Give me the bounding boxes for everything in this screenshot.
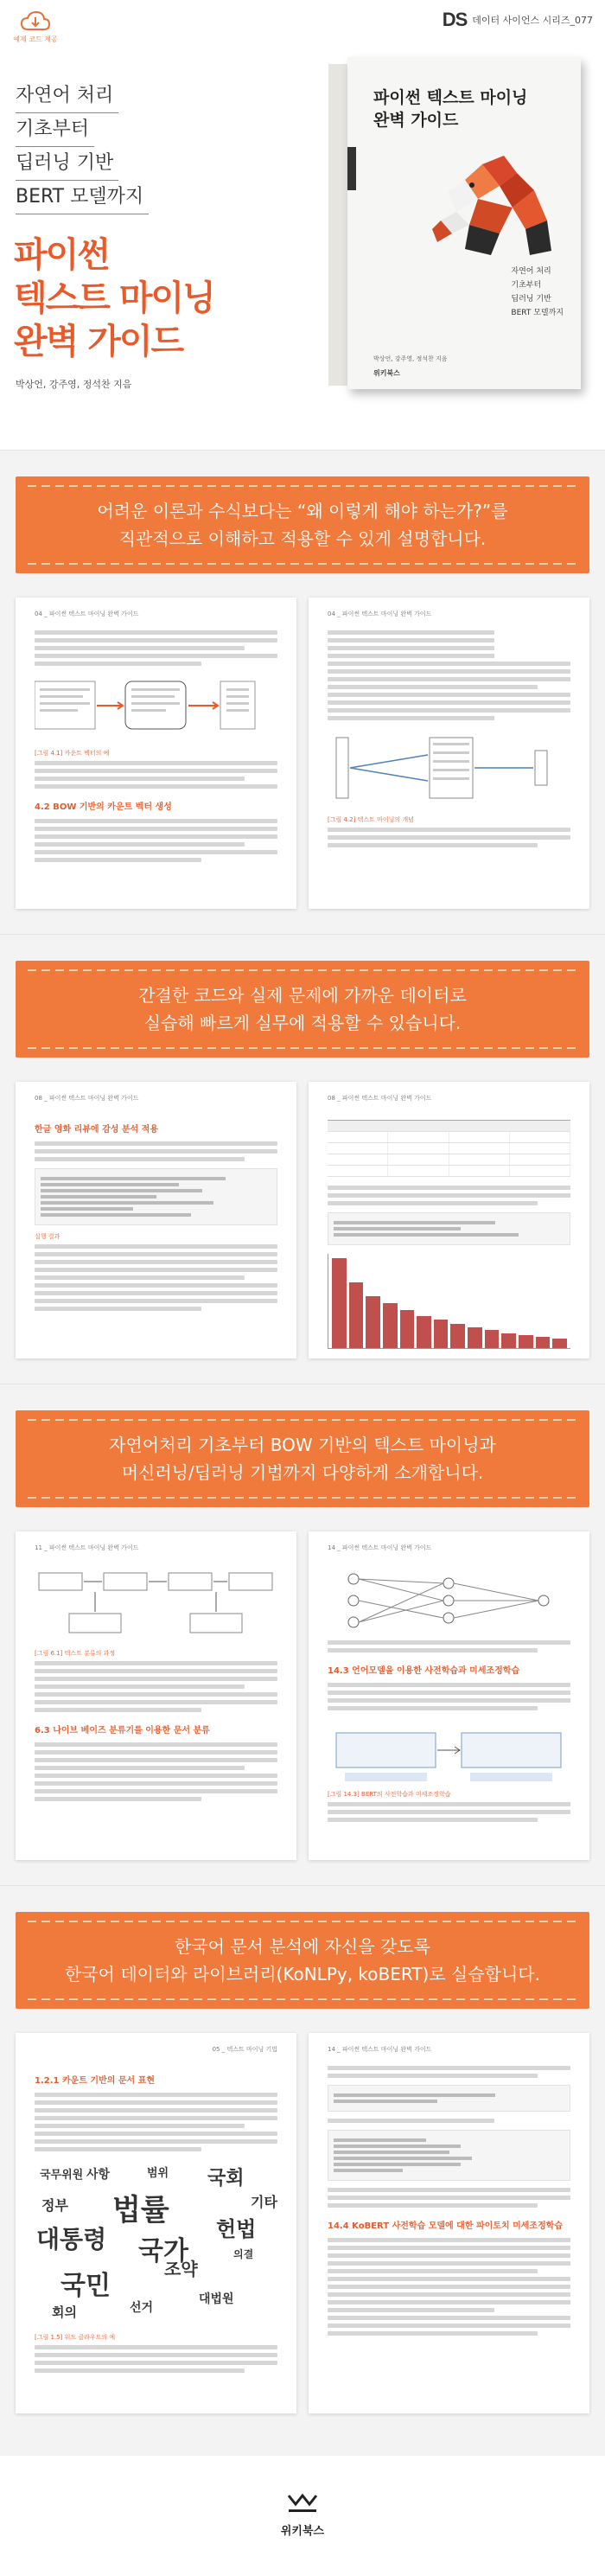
banner-dash-bottom bbox=[28, 563, 577, 565]
subtitle-block bbox=[16, 80, 214, 214]
book-cover-image bbox=[328, 57, 581, 389]
feature-banner bbox=[16, 961, 589, 1058]
feature-banner bbox=[16, 476, 589, 573]
section-heading: 14.3 언어모델을 이용한 사전학습과 미세조정학습 bbox=[328, 1666, 520, 1676]
figure-caption: [그림 14.3] BERT의 사전학습과 미세조정학습 bbox=[328, 1791, 451, 1798]
hero-header bbox=[0, 0, 605, 450]
feature-banner bbox=[16, 1912, 589, 2009]
running-header: 04 _ 파이썬 텍스트 마이닝 완벽 가이드 bbox=[328, 610, 432, 617]
sample-page-right bbox=[309, 2033, 589, 2413]
sample-page-left bbox=[16, 2033, 296, 2413]
section-heading: 6.3 나이브 베이즈 분류기를 이용한 문서 분류 bbox=[35, 1726, 210, 1735]
section-heading: 1.2.1 카운트 기반의 문서 표현 bbox=[35, 2076, 155, 2086]
title-line: 완벽 가이드 bbox=[14, 322, 183, 361]
cloud-icon bbox=[20, 10, 51, 33]
code-block bbox=[35, 1168, 277, 1225]
running-header: 04 _ 파이썬 텍스트 마이닝 완벽 가이드 bbox=[35, 610, 139, 617]
running-header: 08 _ 파이썬 텍스트 마이닝 완벽 가이드 bbox=[328, 1095, 432, 1102]
cover-authors: 박상언, 강주영, 정석찬 지음 bbox=[373, 355, 448, 362]
cover-subtitle-line: BERT 모델까지 bbox=[511, 309, 564, 317]
section-heading: 한글 영화 리뷰에 감성 분석 적용 bbox=[35, 1125, 158, 1135]
publisher-footer bbox=[0, 2456, 605, 2576]
code-block bbox=[328, 1212, 570, 1245]
cover-subtitle bbox=[511, 265, 564, 320]
feature-section-1 bbox=[0, 450, 605, 934]
wordcloud-word: 국무위원 bbox=[40, 2169, 84, 2182]
banner-dash-bottom bbox=[28, 1047, 577, 1049]
banner-line: 머신러닝/딥러닝 기법까지 다양하게 소개합니다. bbox=[121, 1462, 484, 1483]
title-line: 텍스트 마이닝 bbox=[14, 278, 214, 318]
running-header: 14 _ 파이썬 텍스트 마이닝 완벽 가이드 bbox=[328, 2046, 432, 2053]
banner-text bbox=[16, 981, 589, 1037]
figure-caption: [그림 4.2] 텍스트 마이닝의 개념 bbox=[328, 816, 414, 823]
wordcloud-word: 국가 bbox=[138, 2236, 188, 2266]
wordcloud-word: 대법원 bbox=[199, 2292, 234, 2306]
sample-page-left bbox=[16, 1082, 296, 1358]
wordcloud-word: 의결 bbox=[233, 2248, 254, 2260]
cover-subtitle-line: 자연어 처리 bbox=[511, 267, 551, 276]
running-header: 11 _ 파이썬 텍스트 마이닝 완벽 가이드 bbox=[35, 1544, 139, 1551]
banner-text bbox=[16, 1431, 589, 1486]
frequency-bar-graphic bbox=[328, 1254, 570, 1349]
running-header: 08 _ 파이썬 텍스트 마이닝 완벽 가이드 bbox=[35, 1095, 139, 1102]
subtitle-line: 자연어 처리 bbox=[16, 80, 118, 113]
banner-line: 실습해 빠르게 실무에 적용할 수 있습니다. bbox=[143, 1013, 462, 1033]
word-cloud bbox=[35, 2160, 277, 2324]
wordcloud-word: 법률 bbox=[112, 2193, 169, 2228]
wordcloud-word: 기타 bbox=[251, 2194, 277, 2210]
wordcloud-word: 정부 bbox=[41, 2197, 68, 2214]
publisher-name: 위키북스 bbox=[280, 2525, 325, 2538]
sample-page-right bbox=[309, 1531, 589, 1860]
section-heading: 14.4 KoBERT 사전학습 모델에 대한 파이토치 미세조정학습 bbox=[328, 2221, 564, 2231]
wordcloud-word: 국회 bbox=[207, 2168, 245, 2189]
book-title bbox=[14, 233, 299, 363]
page-spread bbox=[16, 2033, 589, 2413]
series-text: 데이터 사이언스 시리즈_077 bbox=[472, 15, 593, 26]
ds-logo: DS bbox=[442, 9, 468, 30]
page-spread bbox=[16, 598, 589, 909]
banner-line: 간결한 코드와 실제 문제에 가까운 데이터로 bbox=[138, 985, 467, 1006]
subtitle-line: 딥러닝 기반 bbox=[16, 147, 118, 181]
code-block bbox=[328, 2130, 570, 2181]
badge-label: 예제 코드 제공 bbox=[13, 35, 58, 43]
publisher-logo bbox=[268, 2492, 337, 2538]
sample-page-right bbox=[309, 1082, 589, 1358]
data-table bbox=[328, 1120, 570, 1177]
wordcloud-word: 대통령 bbox=[36, 2225, 107, 2253]
running-header: 05 _ 텍스트 마이닝 기법 bbox=[212, 2046, 277, 2053]
wordcloud-word: 선거 bbox=[130, 2301, 154, 2315]
wordcloud-word: 국민 bbox=[60, 2271, 111, 2301]
banner-line: 직관적으로 이해하고 적용할 수 있게 설명합니다. bbox=[118, 528, 487, 549]
book-front bbox=[347, 57, 581, 389]
bert-diagram bbox=[328, 1716, 570, 1785]
page-spread bbox=[16, 1531, 589, 1860]
cover-publisher: 위키북스 bbox=[373, 369, 400, 377]
cover-title-line: 파이썬 텍스트 마이닝 bbox=[373, 88, 528, 107]
banner-line: 자연어처리 기초부터 BOW 기반의 텍스트 마이닝과 bbox=[109, 1435, 496, 1455]
network-diagram bbox=[328, 1566, 570, 1635]
embedding-diagram bbox=[328, 729, 570, 807]
book-spine bbox=[328, 64, 347, 386]
wordcloud-word: 회의 bbox=[52, 2304, 77, 2320]
banner-dash-top bbox=[28, 1921, 577, 1922]
bow-diagram bbox=[35, 673, 277, 742]
title-line: 파이썬 bbox=[14, 235, 109, 275]
cover-bar bbox=[347, 147, 356, 190]
wordcloud-word: 범위 bbox=[147, 2167, 169, 2180]
figure-caption: [그림 6.1] 텍스트 분류의 과정 bbox=[35, 1650, 116, 1657]
cover-title-line: 완벽 가이드 bbox=[373, 111, 459, 130]
output-caption: 실행 결과 bbox=[35, 1233, 60, 1240]
feature-section-4 bbox=[0, 1885, 605, 2456]
banner-line: 한국어 문서 분석에 자신을 갖도록 bbox=[175, 1936, 430, 1957]
figure-caption: [그림 1.5] 워드 클라우드의 예 bbox=[35, 2334, 116, 2341]
banner-dash-bottom bbox=[28, 1497, 577, 1499]
banner-line: 어려운 이론과 수식보다는 “왜 이렇게 해야 하는가?”를 bbox=[97, 501, 508, 521]
cover-subtitle-line: 딥러닝 기반 bbox=[511, 295, 551, 304]
code-block bbox=[328, 2085, 570, 2112]
classification-flow-diagram bbox=[35, 1566, 277, 1644]
sample-page-left bbox=[16, 598, 296, 909]
wordcloud-word: 조약 bbox=[164, 2259, 198, 2279]
banner-text bbox=[16, 1933, 589, 1988]
wordcloud-word: 헌법 bbox=[216, 2217, 257, 2241]
figure-caption: [그림 4.1] 카운트 벡터의 예 bbox=[35, 750, 110, 757]
page-spread bbox=[16, 1082, 589, 1358]
banner-dash-top bbox=[28, 1419, 577, 1421]
example-code-badge bbox=[12, 10, 59, 44]
feature-section-2 bbox=[0, 934, 605, 1384]
feature-section-3 bbox=[0, 1384, 605, 1885]
subtitle-line: BERT 모델까지 bbox=[16, 181, 149, 214]
series-label bbox=[443, 9, 593, 31]
banner-dash-top bbox=[28, 485, 577, 487]
sample-page-left bbox=[16, 1531, 296, 1860]
cover-title bbox=[373, 86, 527, 131]
wordcloud-word: 사항 bbox=[86, 2168, 111, 2182]
red-panda-illustration bbox=[430, 147, 560, 259]
feature-banner bbox=[16, 1410, 589, 1507]
subtitle-line: 기초부터 bbox=[16, 113, 94, 147]
banner-line: 한국어 데이터와 라이브러리(KoNLPy, koBERT)로 실습합니다. bbox=[65, 1964, 540, 1985]
banner-dash-bottom bbox=[28, 1998, 577, 2000]
running-header: 14 _ 파이썬 텍스트 마이닝 완벽 가이드 bbox=[328, 1544, 432, 1551]
authors: 박상언, 강주영, 정석찬 지음 bbox=[16, 379, 132, 390]
cover-subtitle-line: 기초부터 bbox=[511, 281, 542, 290]
banner-dash-top bbox=[28, 969, 577, 971]
wikibooks-mark-icon bbox=[285, 2492, 320, 2515]
sample-page-right bbox=[309, 598, 589, 909]
section-heading: 4.2 BOW 기반의 카운트 벡터 생성 bbox=[35, 802, 172, 812]
banner-text bbox=[16, 497, 589, 553]
